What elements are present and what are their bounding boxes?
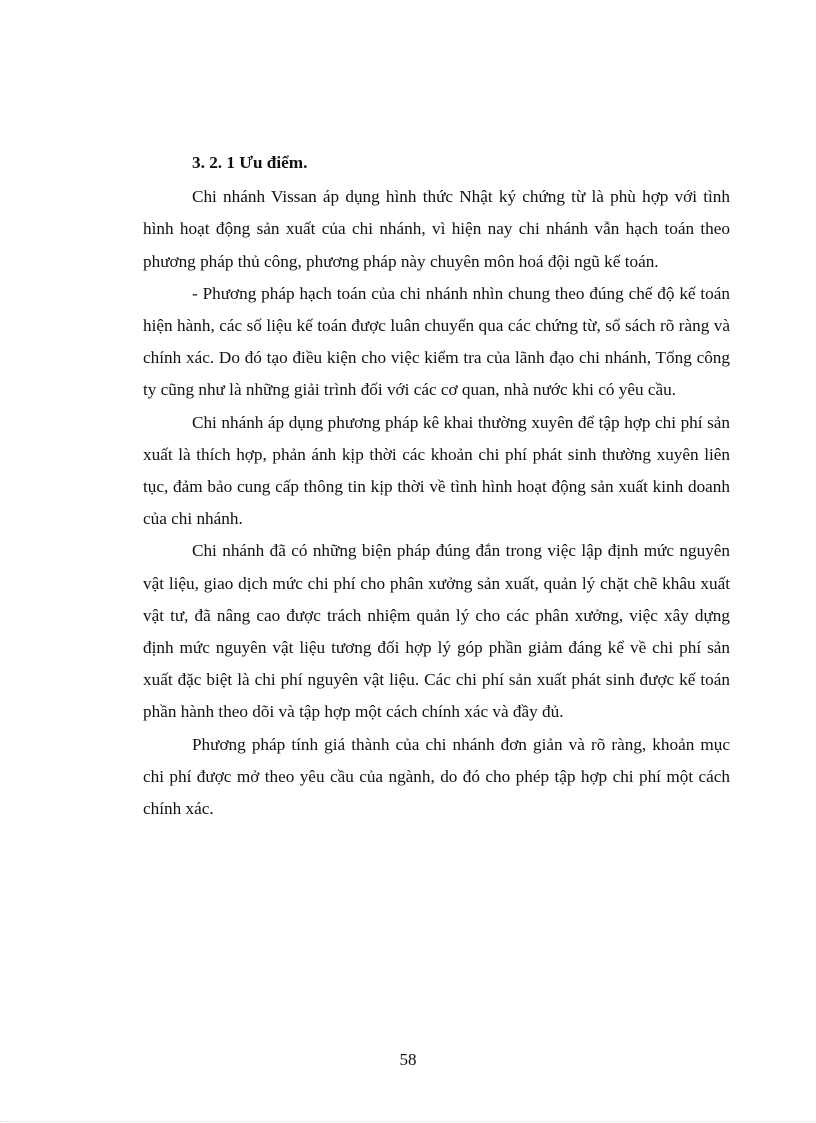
paragraph-1: Chi nhánh Vissan áp dụng hình thức Nhật ký chứng từ là phù hợp với tình hình hoạt động sản xuất của chi nhánh, vì hiện nay chi nhánh vẫn hạch toán theo phương pháp thủ công, phương pháp này chuyên môn hoá đội ngũ kế toán.: [143, 187, 730, 271]
page-body: [143, 147, 730, 825]
paragraph-4: Chi nhánh đã có những biện pháp đúng đắn trong việc lập định mức nguyên vật liệu, giao dịch mức chi phí cho phân xưởng sản xuất, quản lý chặt chẽ khâu xuất vật tư, đã nâng cao được trách nhiệm quản lý cho các phân xưởng, việc xây dựng định mức nguyên vật liệu tương đối hợp lý góp phần giảm đáng kể về chi phí sản xuất đặc biệt là chi phí nguyên vật liệu. Các chi phí sản xuất phát sinh được kế toán phần hành theo dõi và tập hợp một cách chính xác và đầy đủ.: [143, 541, 730, 722]
paragraph-5: Phương pháp tính giá thành của chi nhánh đơn giản và rõ ràng, khoản mục chi phí được mở theo yêu cầu của ngành, do đó cho phép tập hợp chi phí một cách chính xác.: [143, 734, 730, 819]
section-heading: 3. 2. 1 Ưu điểm.: [192, 153, 308, 172]
page-bottom-divider: [0, 1121, 816, 1122]
paragraph-3: Chi nhánh áp dụng phương pháp kê khai thường xuyên để tập hợp chi phí sản xuất là thích hợp, phản ánh kịp thời các khoản chi phí phát sinh thường xuyên liên tục, đảm bảo cung cấp thông tin kịp thời về tình hình hoạt động sản xuất kinh doanh của chi nhánh.: [143, 412, 730, 529]
paragraph-2: - Phương pháp hạch toán của chi nhánh nhìn chung theo đúng chế độ kế toán hiện hành, các số liệu kế toán được luân chuyển qua các chứng từ, sổ sách rõ ràng và chính xác. Do đó tạo điều kiện cho việc kiểm tra của lãnh đạo chi nhánh, Tổng công ty cũng như là những giải trình đối với các cơ quan, nhà nước khi có yêu cầu.: [143, 283, 730, 400]
page-number: 58: [399, 1050, 417, 1069]
